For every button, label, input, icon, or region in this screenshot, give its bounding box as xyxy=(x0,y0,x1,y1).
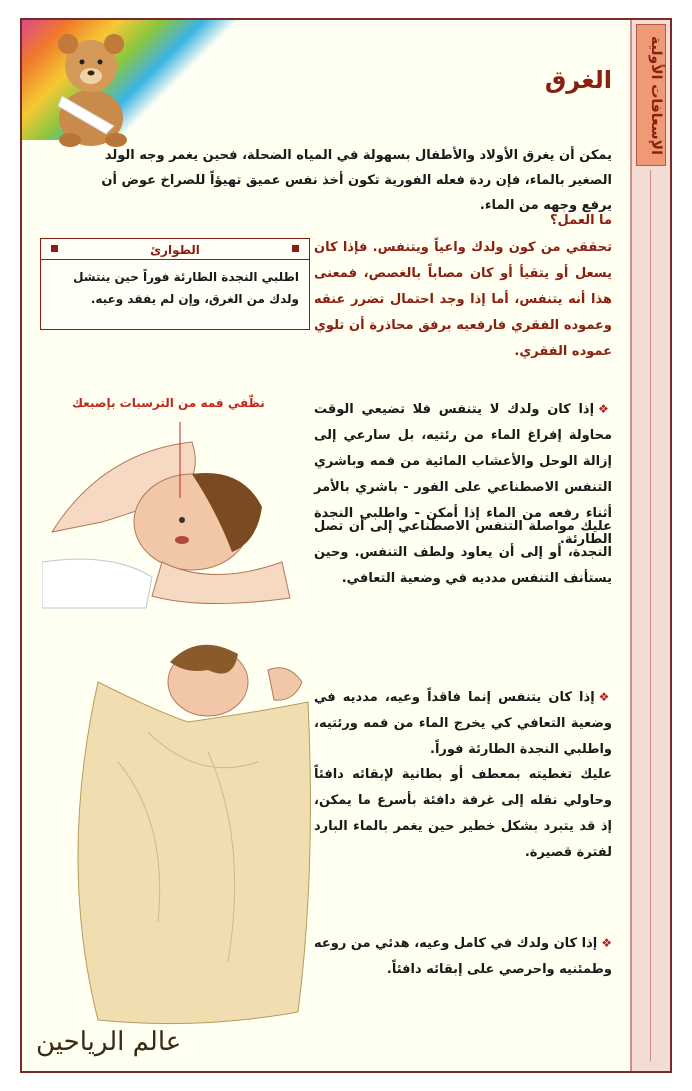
page-title: الغرق xyxy=(544,66,612,94)
bullet-icon: ❖ xyxy=(598,402,612,416)
chapter-sidebar xyxy=(630,20,670,1071)
clear-mouth-illustration xyxy=(42,412,298,612)
check-breathing-paragraph: تحققي من كون ولدك واعياً ويتنفس. فإذا كان يسعل أو يتقيأ أو كان مصاباً بالغصص، فمعنى هذا أنه يتنفس، أما إذا وجد احتمال تضرر عنقه وعموده الفقري فارفعيه برفق محاذرة أن تلوي عموده الفقري. xyxy=(314,240,612,359)
paragraph-text: إذا كان ولدك لا يتنفس فلا تضيعي الوقت محاولة إفراغ الماء من رئتيه، بل سارعي إلى إزالة الوحل والأعشاب المائية من فمه وباشري التنفس الاصطناعي على الفور - باشري بالأمر أثناء رفعه من الماء إذا أمكن - واطلبي النجدة الطارئة. xyxy=(314,402,612,547)
bullet-icon: ❖ xyxy=(598,690,612,704)
square-bullet-icon xyxy=(51,245,58,252)
paragraph-conscious xyxy=(314,930,612,983)
section-heading: ما العمل؟ xyxy=(550,213,612,228)
brand-watermark: عالم الرياحين xyxy=(36,1027,182,1057)
paragraph-continue-resuscitation: عليك مواصلة التنفس الاصطناعي إلى أن تصل النجدة، أو إلى أن يعاود ولطف التنفس. وحين يستأنف التنفس مدديه في وضعية التعافي. xyxy=(314,519,612,586)
emergency-header xyxy=(41,239,309,260)
paragraph-unconscious xyxy=(314,684,612,763)
bullet-icon: ❖ xyxy=(601,936,612,950)
covered-child-illustration xyxy=(58,622,318,1032)
emergency-title: الطوارئ xyxy=(150,243,200,257)
teddy-bear-illustration xyxy=(36,22,146,150)
intro-paragraph: يمكن أن يغرق الأولاد والأطفال بسهولة في المياه الضحلة، فحين يغمر وجه الولد الصغير بالماء، فإن ردة فعله الفورية تكون أخذ نفس عميق تهيؤاً للصراخ عوض أن يرفع وجهه من الماء. xyxy=(101,148,612,213)
paragraph-keep-warm: عليك تغطيته بمعطف أو بطانية لإبقائه دافئاً وحاولي نقله إلى غرفة دافئة بأسرع ما يمكن، إذ قد يتبرد بشكل خطير حين يغمر بالماء البارد لفترة قصيرة. xyxy=(314,767,612,860)
illustration-caption: نظّفي فمه من الترسبات بإصبعك xyxy=(72,396,265,410)
emergency-box xyxy=(40,238,310,330)
chapter-label: الإسعافات الأولية xyxy=(648,35,664,155)
sidebar-divider xyxy=(650,170,651,1061)
paragraph-text: إذا كان ولدك في كامل وعيه، هدئي من روعه وطمئنيه واحرصي على إبقائه دافئاً. xyxy=(314,936,612,977)
paragraph-text: إذا كان يتنفس إنما فاقداً وعيه، مدديه في وضعية التعافي كي يخرج الماء من فمه ورئتيه، واطلبي النجدة الطارئة فوراً. xyxy=(314,690,612,757)
emergency-text: اطلبي النجدة الطارئة فوراً حين ينتشل ولدك من الغرق، وإن لم يفقد وعيه. xyxy=(73,270,299,306)
page-frame xyxy=(20,18,672,1073)
square-bullet-icon xyxy=(292,245,299,252)
